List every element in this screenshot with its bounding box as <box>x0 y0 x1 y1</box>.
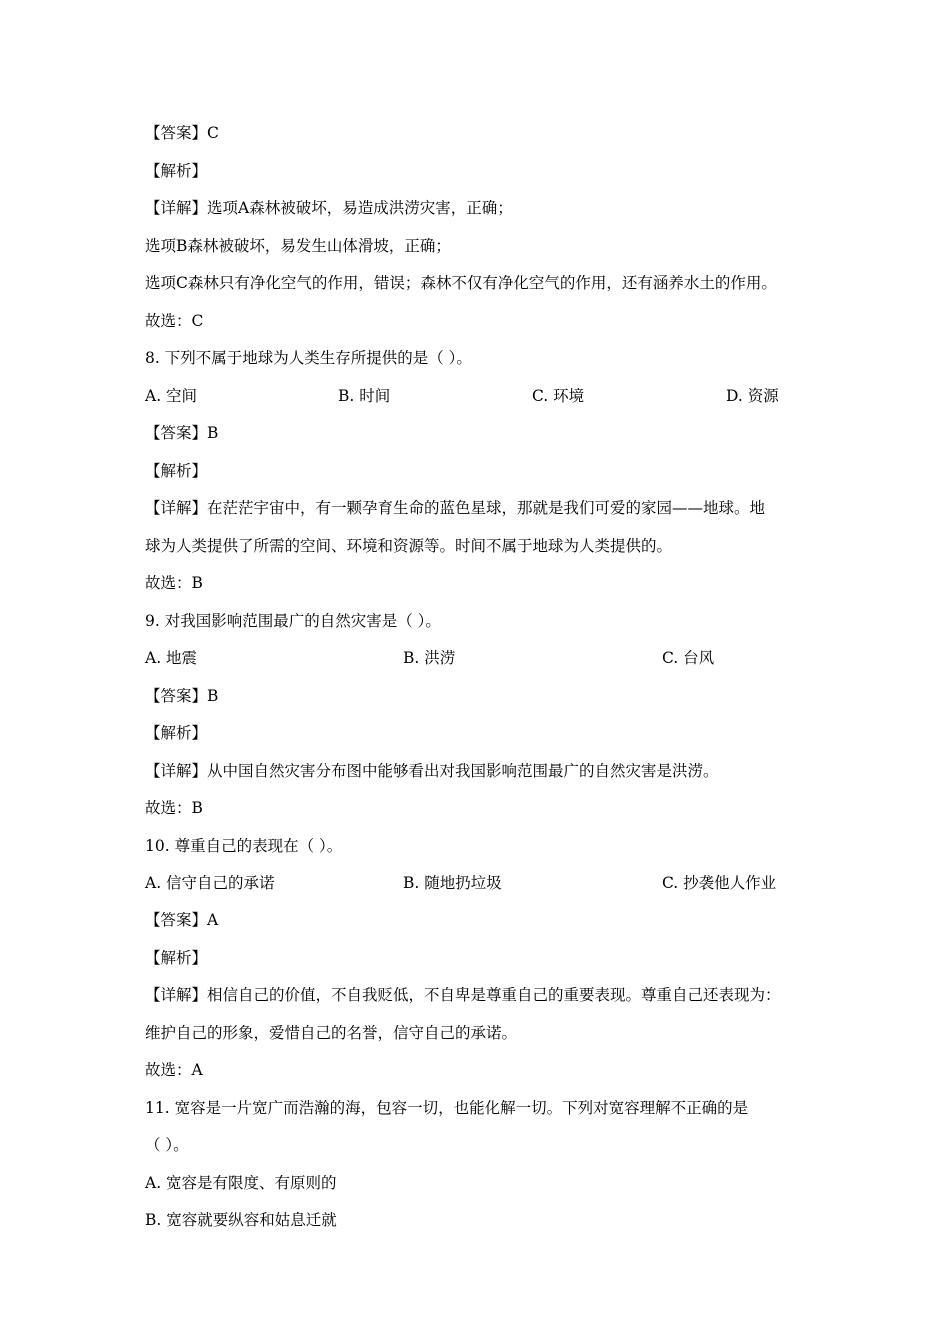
q9-answer: 【答案】B <box>145 687 219 705</box>
q7-detail-line-2: 选项B森林被破坏，易发生山体滑坡，正确； <box>145 237 451 255</box>
q11-option-b: B. 宽容就要纵容和姑息迁就 <box>145 1211 337 1229</box>
q7-detail-line-1: 【详解】选项A森林被破坏，易造成洪涝灾害，正确； <box>145 199 513 217</box>
q9-detail-line-1: 【详解】从中国自然灾害分布图中能够看出对我国影响范围最广的自然灾害是洪涝。 <box>145 762 719 780</box>
q9-option-a: A. 地震 <box>145 649 198 667</box>
q10-answer: 【答案】A <box>145 911 219 929</box>
q8-option-d: D. 资源 <box>726 387 779 405</box>
q7-answer: 【答案】C <box>145 124 219 142</box>
q10-analysis-label: 【解析】 <box>145 949 208 967</box>
q7-choice: 故选：C <box>145 312 204 330</box>
q8-option-c: C. 环境 <box>532 387 585 405</box>
q8-choice: 故选：B <box>145 574 203 592</box>
q8-answer: 【答案】B <box>145 424 219 442</box>
q9-option-c: C. 台风 <box>662 649 715 667</box>
q10-option-c: C. 抄袭他人作业 <box>662 874 777 892</box>
q10-choice: 故选：A <box>145 1061 203 1079</box>
q9-analysis-label: 【解析】 <box>145 724 208 742</box>
q10-option-a: A. 信守自己的承诺 <box>145 874 275 892</box>
q8-detail-line-2: 球为人类提供了所需的空间、环境和资源等。时间不属于地球为人类提供的。 <box>145 537 673 555</box>
q9-choice: 故选：B <box>145 799 203 817</box>
q7-detail-line-3: 选项C森林只有净化空气的作用，错误；森林不仅有净化空气的作用，还有涵养水土的作用。 <box>145 274 777 292</box>
q11-option-a: A. 宽容是有限度、有原则的 <box>145 1174 337 1192</box>
q10-option-b: B. 随地扔垃圾 <box>403 874 502 892</box>
q10-detail-line-1: 【详解】相信自己的价值，不自我贬低，不自卑是尊重自己的重要表现。尊重自己还表现为： <box>145 986 781 1004</box>
q11-question-line-2: （ ）。 <box>145 1136 189 1154</box>
q9-option-b: B. 洪涝 <box>403 649 456 667</box>
q11-question-line-1: 11. 宽容是一片宽广而浩瀚的海，包容一切，也能化解一切。下列对宽容理解不正确的是 <box>145 1099 749 1117</box>
q7-analysis-label: 【解析】 <box>145 162 208 180</box>
q8-option-b: B. 时间 <box>338 387 391 405</box>
q8-analysis-label: 【解析】 <box>145 462 208 480</box>
q8-question: 8. 下列不属于地球为人类生存所提供的是（ ）。 <box>145 349 472 367</box>
q8-option-a: A. 空间 <box>145 387 198 405</box>
q10-detail-line-2: 维护自己的形象，爱惜自己的名誉，信守自己的承诺。 <box>145 1024 518 1042</box>
q8-detail-line-1: 【详解】在茫茫宇宙中，有一颗孕育生命的蓝色星球，那就是我们可爱的家园——地球。地 <box>145 499 766 517</box>
q9-question: 9. 对我国影响范围最广的自然灾害是（ ）。 <box>145 612 441 630</box>
q10-question: 10. 尊重自己的表现在（ ）。 <box>145 837 343 855</box>
